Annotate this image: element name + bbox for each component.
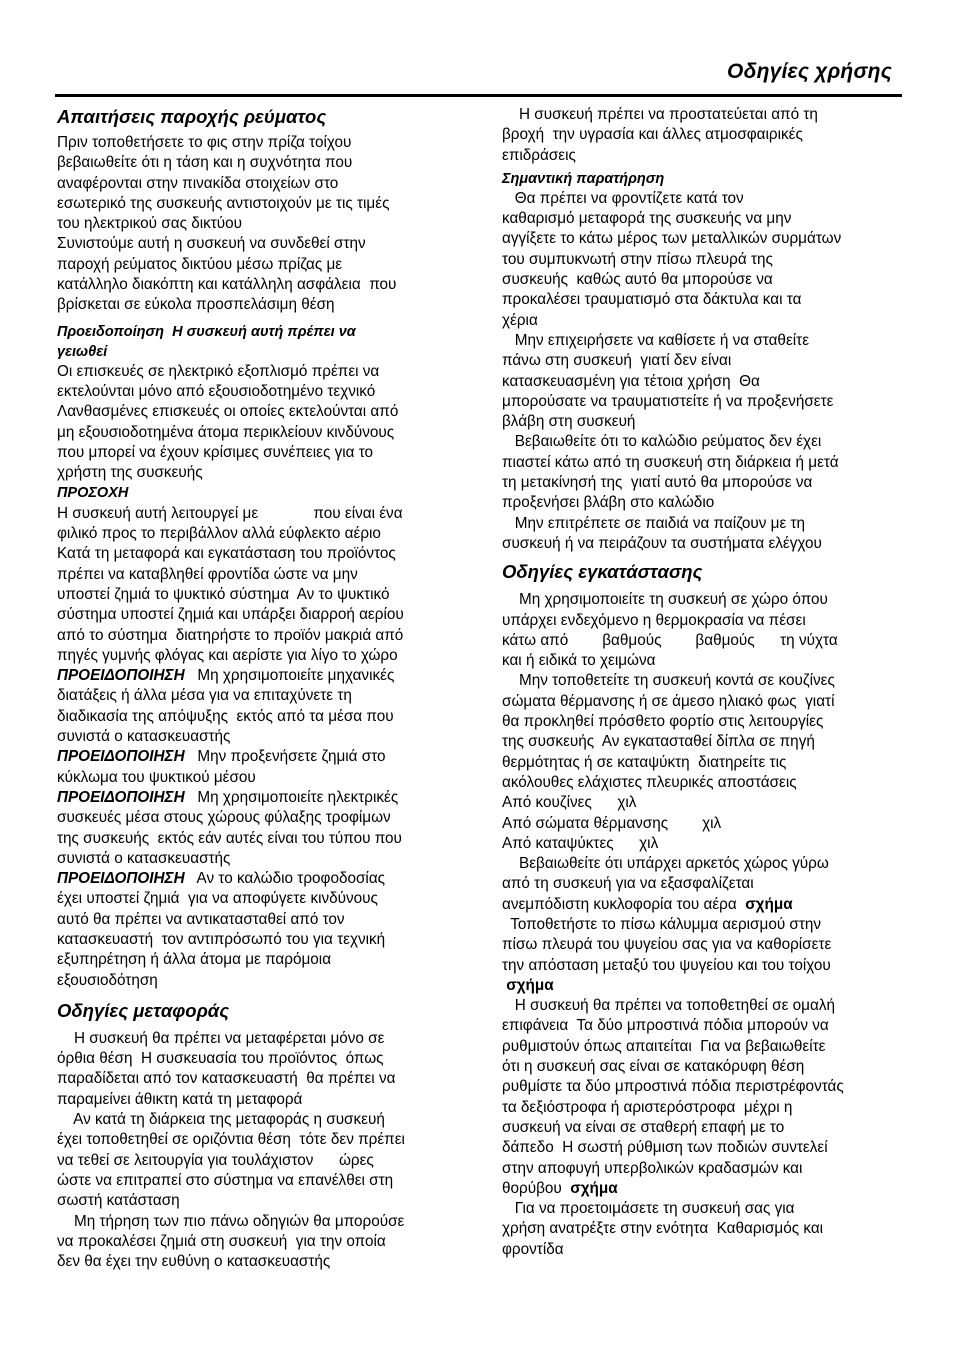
text-line: Μην επιχειρήσετε να καθίσετε ή να σταθείτε — [502, 331, 810, 349]
text-line: να προκαλέσει ζημιά στη συσκευή για την οποία — [57, 1232, 386, 1250]
text-line: παραδίδεται από τον κατασκευαστή θα πρέπει να — [57, 1070, 396, 1088]
noise-line: θορύβου σχήμα — [502, 1179, 618, 1197]
text-line: Συνιστούμε αυτή η συσκευή να συνδεθεί στην — [57, 235, 366, 253]
text-line: συσκευή ή να πειράζουν τα συστήματα ελέγχου — [502, 534, 822, 552]
text-line: Τοποθετήστε το πίσω κάλυμμα αερισμού στην — [502, 915, 822, 933]
text-line: ρυθμιστούν όπως απαιτείται Για να βεβαιωθείτε — [502, 1037, 826, 1055]
warning-label: ΠΡΟΕΙΔΟΠΟΙΗΣΗ — [57, 748, 185, 766]
text-line: σωστή κατάσταση — [57, 1192, 180, 1210]
text-line: Θα πρέπει να φροντίζετε κατά τον — [502, 189, 744, 207]
header-divider — [55, 94, 902, 97]
text-line: στην αποφυγή υπερβολικών κραδασμών και — [502, 1159, 803, 1177]
grounding-warning-text — [57, 362, 462, 484]
text-line: γειωθεί — [57, 343, 108, 360]
text-line: την απόσταση μεταξύ του ψυγείου και του τοίχου — [502, 956, 831, 974]
text-line: Από κουζίνες χιλ — [502, 794, 637, 812]
text-line: έχει υποστεί ζημιά για να αποφύγετε κινδύνους — [57, 890, 378, 908]
text-line: Μη τήρηση των πιο πάνω οδηγιών θα μπορούσε — [57, 1212, 405, 1230]
text-line: συσκευή να είναι σε σταθερή επαφή με το — [502, 1118, 785, 1136]
text-line: Η συσκευή θα πρέπει να μεταφέρεται μόνο σε — [57, 1029, 385, 1047]
text-line: Οι επισκευές σε ηλεκτρικό εξοπλισμό πρέπει να — [57, 362, 380, 380]
text-line: Κατά τη μεταφορά και εγκατάσταση του προϊόντος — [57, 545, 396, 563]
text-line: βροχή την υγρασία και άλλες ατμοσφαιρικές — [502, 126, 803, 144]
text-line: του ηλεκτρικού σας δικτύου — [57, 215, 243, 233]
text-line: Για να προετοιμάσετε τη συσκευή σας για — [502, 1200, 795, 1218]
text-line: εξουσιοδότηση — [57, 971, 158, 989]
text-line: κατάλληλο διακόπτη και κατάλληλη ασφάλεια που — [57, 276, 397, 294]
text-line: Λανθασμένες επισκευές οι οποίες εκτελούνται από — [57, 403, 399, 421]
warning-electrical-text — [57, 808, 462, 869]
caution-text — [57, 504, 462, 666]
text-line: Μην τοποθετείτε τη συσκευή κοντά σε κουζίνες — [502, 672, 835, 690]
text-line: όρθια θέση Η συσκευασία του προϊόντος όπως — [57, 1050, 384, 1068]
text-line: πρέπει να καταβληθεί φροντίδα ώστε να μην — [57, 565, 358, 583]
text-line: ρυθμίστε τα δύο μπροστινά πόδια περιστρέφοντάς — [502, 1078, 844, 1096]
installation-text-b — [502, 915, 900, 976]
text-line: συνιστά ο κατασκευαστής — [57, 728, 231, 746]
text-line: εκτελούνται μόνο από εξουσιοδοτημένο τεχνικό — [57, 382, 376, 400]
text-line: κατασκευασμένη για τέτοια χρήση Θα — [502, 372, 760, 390]
warning-defrost: ΠΡΟΕΙΔΟΠΟΙΗΣΗ Μη χρησιμοποιείτε μηχανικές — [57, 667, 395, 685]
text-line: εσωτερικό της συσκευής αντιστοιχούν με τις τιμές — [57, 194, 390, 212]
left-column — [57, 105, 462, 1272]
text-line: φροντίδα — [502, 1240, 564, 1258]
text-line: παραμείνει άθικτη κατά τη μεταφορά — [57, 1090, 303, 1108]
text-line: επιδράσεις — [502, 146, 576, 164]
text-line: δάπεδο Η σωστή ρύθμιση των ποδιών συντελεί — [502, 1139, 828, 1157]
text-line: από τη συσκευή για να εξασφαλίζεται — [502, 875, 754, 893]
text-line: Από σώματα θέρμανσης χιλ — [502, 814, 722, 832]
right-column — [502, 105, 900, 1260]
text-line: μπορούσατε να τραυματιστείτε ή να προξενήσετε — [502, 392, 834, 410]
text-line: συσκευές μέσα στους χώρους φύλαξης τροφίμων — [57, 809, 391, 827]
text-line: Μην επιτρέπετε σε παιδιά να παίζουν με τη — [502, 514, 806, 532]
installation-text-c — [502, 996, 900, 1179]
text-line: προκαλέσει τραυματισμό στα δάκτυλα και τα — [502, 291, 802, 309]
section-title-transport: Οδηγίες μεταφοράς — [57, 999, 230, 1021]
text-line: από το σύστημα διατηρήστε το προϊόν μακριά από — [57, 626, 404, 644]
text-line: προξενήσει βλάβη στο καλώδιο — [502, 494, 715, 512]
text-line: εξυπηρέτηση ή άλλα άτομα με παρόμοια — [57, 951, 332, 969]
warning-refrigerant-text — [57, 768, 462, 788]
text-line: Η συσκευή θα πρέπει να τοποθετηθεί σε ομαλή — [502, 997, 835, 1015]
text-line: έχει τοποθετηθεί σε οριζόντια θέση τότε δεν πρέπει — [57, 1131, 405, 1149]
text-line: Βεβαιωθείτε ότι υπάρχει αρκετός χώρος γύρω — [502, 855, 829, 873]
text-line: Αν κατά τη διάρκεια της μεταφοράς η συσκευή — [57, 1111, 385, 1129]
text-line: χρήστη της συσκευής — [57, 464, 203, 482]
text-line: θερμότητας ή σε καταψύκτη διατηρείτε τις — [502, 753, 787, 771]
weather-protection-text — [502, 105, 900, 166]
section-title-power: Απαιτήσεις παροχής ρεύματος — [57, 106, 327, 127]
text-line: πηγές γυμνής φλόγας και αερίστε για λίγο το χώρο — [57, 646, 398, 664]
text-line: βρίσκεται σε εύκολα προσπελάσιμη θέση — [57, 296, 335, 314]
text-line: αναφέρονται στην πινακίδα στοιχείων στο — [57, 174, 339, 192]
text-line: ώστε να επιτραπεί στο σύστημα να επανέλθει στη — [57, 1171, 394, 1189]
text-line: Η συσκευή αυτή λειτουργεί με που είναι ένα — [57, 504, 403, 522]
text-line: βεβαιωθείτε ότι η τάση και η συχνότητα που — [57, 154, 353, 172]
installation-text-d — [502, 1199, 900, 1260]
text-line: πάνω στη συσκευή γιατί δεν είναι — [502, 352, 732, 370]
text-line: διαδικασία της απόψυξης εκτός από τα μέσα που — [57, 707, 394, 725]
text-line: και ή ειδικά το χειμώνα — [502, 652, 656, 670]
warning-label: ΠΡΟΕΙΔΟΠΟΙΗΣΗ — [57, 667, 185, 685]
figure-ref: σχήμα — [570, 1179, 618, 1197]
text-line: βλάβη στη συσκευή — [502, 413, 636, 431]
warning-defrost-text — [57, 686, 462, 747]
grounding-warning-title — [57, 322, 462, 362]
text-line: σώματα θέρμανσης ή σε άμεσο ηλιακό φως γιατί — [502, 692, 835, 710]
text-line: κατασκευαστή τον αντιπρόσωπό του για τεχνική — [57, 930, 386, 948]
text-line: επιφάνεια Τα δύο μπροστινά πόδια μπορούν να — [502, 1017, 829, 1035]
warning-refrigerant: ΠΡΟΕΙΔΟΠΟΙΗΣΗ Μην προξενήσετε ζημιά στο — [57, 748, 386, 766]
text-line: Πριν τοποθετήσετε το φις στην πρίζα τοίχου — [57, 134, 352, 151]
text-line: που μπορεί να έχουν κρίσιμες συνέπειες για το — [57, 443, 374, 461]
text-line: μη εξουσιοδοτημένα άτομα περικλείουν κινδύνους — [57, 423, 395, 441]
text-line: κάτω από βαθμούς βαθμούς τη νύχτα — [502, 631, 838, 649]
text-line: Μη χρησιμοποιείτε τη συσκευή σε χώρο όπου — [502, 591, 828, 609]
airflow-line: ανεμπόδιστη κυκλοφορία του αέρα σχήμα — [502, 895, 793, 913]
text-line: του συμπυκνωτή στην πίσω πλευρά της — [502, 250, 773, 268]
text-line: υπάρχει ενδεχόμενο η θερμοκρασία να πέσει — [502, 611, 806, 629]
warning-cable: ΠΡΟΕΙΔΟΠΟΙΗΣΗ Αν το καλώδιο τροφοδοσίας — [57, 870, 386, 888]
text-line: τα δεξιόστροφα ή αριστερόστροφα μέχρι η — [502, 1098, 793, 1116]
text-line: Από καταψύκτες χιλ — [502, 834, 659, 852]
text-line: τη μετακίνησή της γιατί αυτό θα μπορούσε να — [502, 474, 813, 492]
caution-title: ΠΡΟΣΟΧΗ — [57, 485, 129, 502]
text-line: χέρια — [502, 311, 538, 329]
text-line: Προειδοποίηση Η συσκευή αυτή πρέπει να — [57, 323, 356, 340]
text-line: πίσω πλευρά του ψυγείου σας για να καθορίσετε — [502, 936, 832, 954]
text-line: της συσκευής εκτός εάν αυτές είναι του τύπου που — [57, 829, 402, 847]
page-header-title: Οδηγίες χρήσης — [727, 60, 892, 83]
text-line: παροχή ρεύματος δικτύου μέσω πρίζας με — [57, 255, 343, 273]
text-line: υποστεί ζημιά το ψυκτικό σύστημα Αν το ψυκτικό — [57, 585, 390, 603]
transport-text — [57, 1029, 462, 1273]
power-requirements-text — [57, 133, 462, 316]
figure-ref-line: σχήμα — [502, 976, 554, 994]
important-note-title: Σημαντική παρατήρηση — [502, 170, 665, 187]
text-line: ακόλουθες ελάχιστες πλευρικές αποστάσεις — [502, 773, 797, 791]
text-line: ότι η συσκευή σας είναι σε κατακόρυφη θέση — [502, 1058, 805, 1076]
text-line: να τεθεί σε λειτουργία για τουλάχιστον ώρες — [57, 1151, 374, 1169]
text-line: σύστημα υποστεί ζημιά και υπάρξει διαρροή αερίου — [57, 606, 404, 624]
warning-label: ΠΡΟΕΙΔΟΠΟΙΗΣΗ — [57, 788, 185, 806]
warning-electrical: ΠΡΟΕΙΔΟΠΟΙΗΣΗ Μη χρησιμοποιείτε ηλεκτρικές — [57, 788, 399, 806]
text-line: συσκευής καθώς αυτό θα μπορούσε να — [502, 271, 773, 289]
figure-ref: σχήμα — [745, 895, 793, 913]
text-line: φιλικό προς το περιβάλλον αλλά εύφλεκτο αέριο — [57, 525, 381, 543]
text-line: κύκλωμα του ψυκτικού μέσου — [57, 768, 256, 786]
text-line: δεν θα έχει την ευθύνη ο κατασκευαστής — [57, 1253, 331, 1271]
warning-label: ΠΡΟΕΙΔΟΠΟΙΗΣΗ — [57, 870, 185, 888]
installation-text-a — [502, 590, 900, 894]
text-line: χρήση ανατρέξτε στην ενότητα Καθαρισμός και — [502, 1220, 824, 1238]
text-line: διατάξεις ή άλλα μέσα για να επιταχύνετε τη — [57, 687, 352, 705]
text-line: Βεβαιωθείτε ότι το καλώδιο ρεύματος δεν έχει — [502, 433, 822, 451]
warning-cable-text — [57, 889, 462, 990]
text-line: αυτό θα πρέπει να αντικατασταθεί από τον — [57, 910, 345, 928]
text-line: Η συσκευή πρέπει να προστατεύεται από τη — [502, 106, 818, 123]
text-line: συνιστά ο κατασκευαστής — [57, 849, 231, 867]
text-line: καθαρισμό μεταφορά της συσκευής να μην — [502, 210, 792, 228]
text-line: της συσκευής Αν εγκατασταθεί δίπλα σε πηγή — [502, 733, 815, 751]
important-note-text — [502, 189, 900, 554]
text-line: αγγίξετε το κάτω μέρος των μεταλλικών συρμάτων — [502, 230, 842, 248]
text-line: πιαστεί κάτω από τη συσκευή στη διάρκεια ή μετά — [502, 453, 839, 471]
section-title-installation: Οδηγίες εγκατάστασης — [502, 561, 703, 583]
text-line: θα προκληθεί πρόσθετο φορτίο στις λειτουργίες — [502, 713, 824, 731]
